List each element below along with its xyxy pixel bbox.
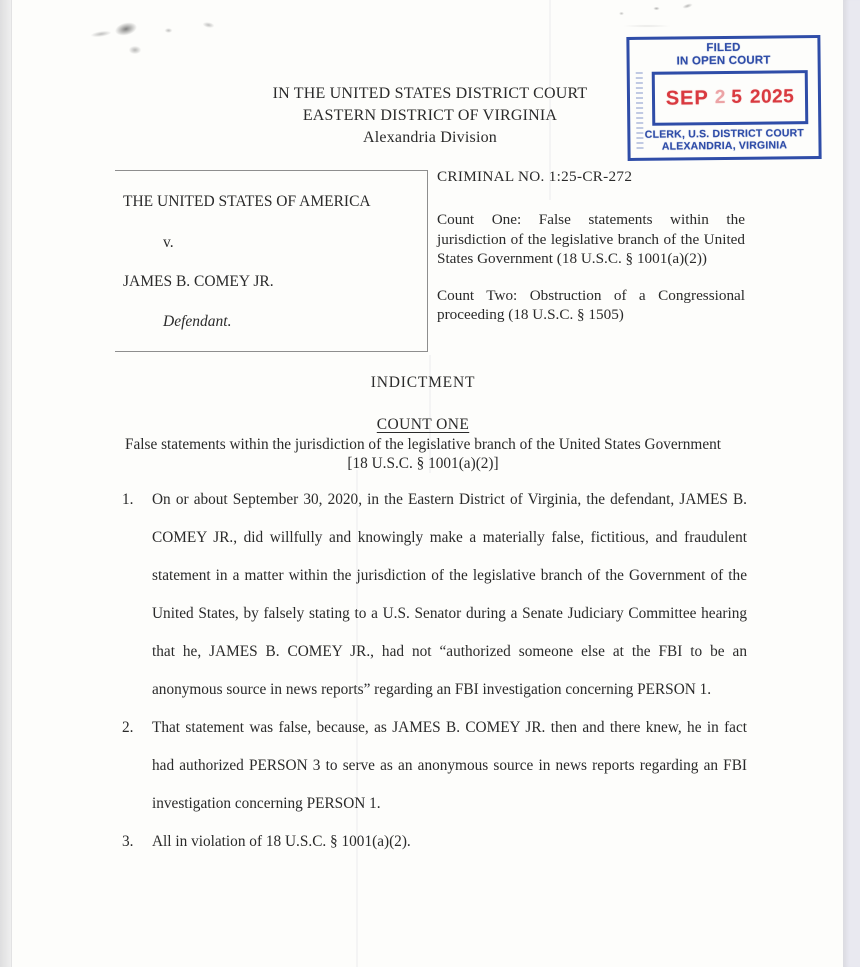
paragraph-text: All in violation of 18 U.S.C. § 1001(a)(2). [152, 833, 411, 850]
plaintiff-name: THE UNITED STATES OF AMERICA [123, 193, 371, 210]
scan-smudge [126, 44, 144, 56]
stamp-filed-text: FILED [706, 41, 741, 55]
stamp-header [629, 38, 817, 69]
scan-smudge [652, 6, 661, 11]
paragraph-2 [115, 709, 747, 823]
count-two-summary: Count Two: Obstruction of a Congressional proceeding (18 U.S.C. § 1505) [437, 286, 745, 323]
stamp-date-month: SEP [665, 86, 709, 110]
paragraph-number: 1. [122, 491, 134, 508]
indictment-title: INDICTMENT [370, 374, 476, 391]
count-one-subtitle-block [0, 436, 846, 473]
scan-smudge [199, 20, 217, 31]
paragraph-1 [115, 481, 747, 709]
stamp-open-court-text: IN OPEN COURT [676, 54, 771, 68]
defendant-name: JAMES B. COMEY JR. [123, 273, 274, 290]
scan-smudge [679, 1, 695, 11]
scan-smudge [618, 11, 625, 16]
scan-smudge [163, 27, 174, 34]
paragraph-text: That statement was false, because, as JAMES B. COMEY JR. then and there knew, he in fact had authorized PERSON 3 to serve as an anonymous source in news reports regarding an FBI investigation concerning PERSON 1. [152, 719, 747, 812]
stamp-clerk-line2: ALEXANDRIA, VIRGINIA [661, 139, 788, 153]
count-one-statute: [18 U.S.C. § 1001(a)(2)] [347, 454, 499, 472]
count-one-heading: COUNT ONE [376, 416, 470, 433]
paragraph-text: On or about September 30, 2020, in the Eastern District of Virginia, the defendant, JAMES B. COMEY JR., did willfully and knowingly make a materially false, fictitious, and fraudulent statement in a matter within the jurisdiction of the legislative branch of the Government of the United States, by falsely stating to a U.S. Senator during a Senate Judiciary Committee hearing that he, JAMES B. COMEY JR., had not “authorized someone else at the FBI to be an anonymous source in news reports” regarding an FBI investigation concerning PERSON 1. [152, 491, 747, 698]
indictment-body [115, 481, 747, 861]
paragraph-number: 3. [122, 833, 134, 850]
case-info-column [437, 168, 745, 325]
count-one-summary: Count One: False statements within the jurisdiction of the legislative branch of the United States Government (18 U.S.C. § 1001(a)(2)) [437, 211, 745, 267]
scan-smudge [612, 24, 682, 28]
stamp-date-day2: 5 [731, 86, 743, 108]
court-header [0, 83, 860, 149]
stamp-clerk-line1: CLERK, U.S. DISTRICT COURT [644, 127, 805, 141]
stamp-date-day1: 2 [714, 86, 726, 109]
stamp-date-year: 2025 [749, 86, 795, 108]
count-one-description: False statements within the jurisdiction of the legislative branch of the United States Government [124, 436, 722, 453]
versus-label: v. [163, 234, 174, 251]
court-name: IN THE UNITED STATES DISTRICT COURT [272, 85, 588, 102]
district-name: EASTERN DISTRICT OF VIRGINIA [302, 107, 558, 124]
division-name: Alexandria Division [363, 129, 497, 146]
paragraph-number: 2. [122, 719, 134, 736]
case-caption-box [115, 170, 428, 352]
paragraph-3 [115, 823, 747, 861]
defendant-label: Defendant. [163, 313, 232, 330]
criminal-number: CRIMINAL NO. 1:25-CR-272 [437, 168, 633, 185]
